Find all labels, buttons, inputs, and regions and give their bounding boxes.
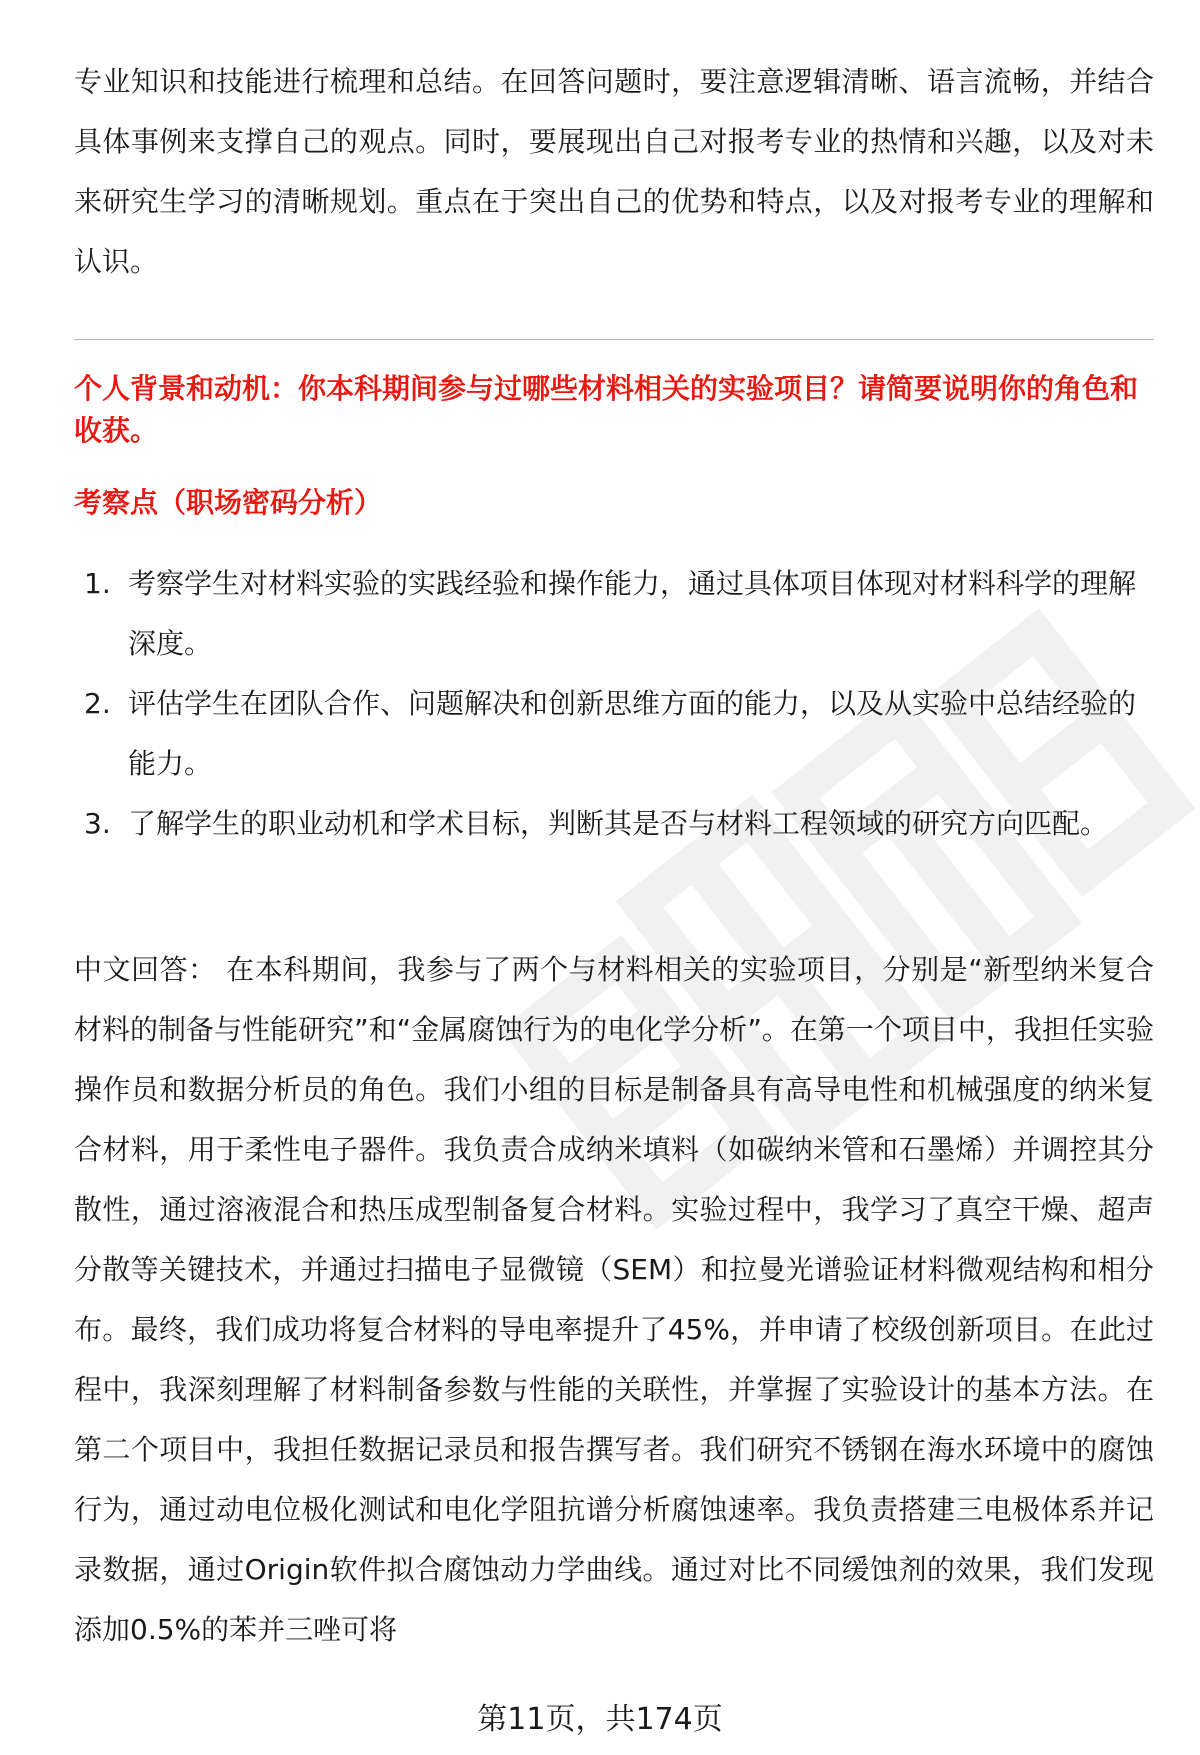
point-number: 3. [84,807,111,840]
question-heading: 个人背景和动机：你本科期间参与过哪些材料相关的实验项目？请简要说明你的角色和收获。 [74,372,1139,447]
point-text: 考察学生对材料实验的实践经验和操作能力，通过具体项目体现对材料科学的理解深度。 [128,567,1137,660]
assessment-point [74,554,1154,674]
point-text: 了解学生的职业动机和学术目标，判断其是否与材料工程领域的研究方向匹配。 [128,807,1109,840]
answer-paragraph: 中文回答： 在本科期间，我参与了两个与材料相关的实验项目，分别是“新型纳米复合材料的制备与性能研究”和“金属腐蚀行为的电化学分析”。在第一个项目中，我担任实验操作员和数据分析员的角色。我们小组的目标是制备具有高导电性和机械强度的纳米复合材料，用于柔性电子器件。我负责合成纳米填料（如碳纳米管和石墨烯）并调控其分散性，通过溶液混合和热压成型制备复合材料。实验过程中，我学习了真空干燥、超声分散等关键技术，并通过扫描电子显微镜（SEM）和拉曼光谱验证材料微观结构和相分布。最终，我们成功将复合材料的导电率提升了45%，并申请了校级创新项目。在此过程中，我深刻理解了材料制备参数与性能的关联性，并掌握了实验设计的基本方法。在第二个项目中，我担任数据记录员和报告撰写者。我们研究不锈钢在海水环境中的腐蚀行为，通过动电位极化测试和电化学阻抗谱分析腐蚀速率。我负责搭建三电极体系并记录数据，通过Origin软件拟合腐蚀动力学曲线。通过对比不同缓蚀剂的效果，我们发现添加0.5%的苯并三唑可将 [74,953,1154,1646]
assessment-point [74,674,1154,794]
point-number: 1. [84,567,111,600]
assessment-point [74,794,1154,854]
assessment-points-list [74,554,1154,854]
section-divider [74,339,1154,340]
intro-paragraph: 专业知识和技能进行梳理和总结。在回答问题时，要注意逻辑清晰、语言流畅，并结合具体事例来支撑自己的观点。同时，要展现出自己对报考专业的热情和兴趣，以及对未来研究生学习的清晰规划。重点在于突出自己的优势和特点，以及对报考专业的理解和认识。 [74,65,1154,278]
page-footer: 第11页，共174页 [477,1702,723,1737]
point-text: 评估学生在团队合作、问题解决和创新思维方面的能力，以及从实验中总结经验的能力。 [128,687,1137,780]
assessment-title: 考察点（职场密码分析） [74,486,383,519]
point-number: 2. [84,687,111,720]
